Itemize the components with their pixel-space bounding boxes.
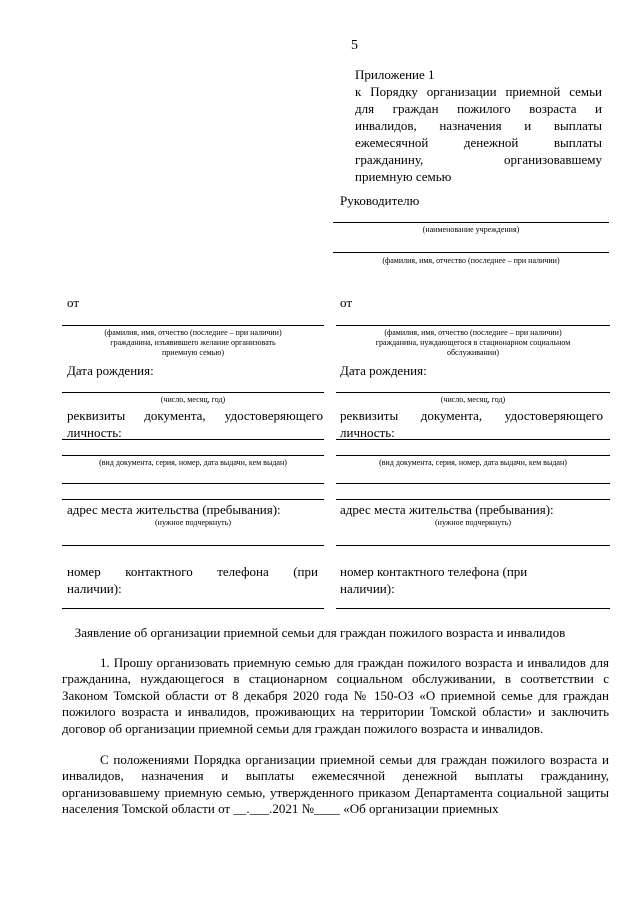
right-doc-line-1 [336, 439, 610, 440]
institution-hint: (наименование учреждения) [422, 225, 520, 234]
left-phone-label-2: наличии): [67, 581, 122, 596]
addressee-label: Руководителю [340, 193, 420, 208]
appendix-line: к Порядку организации приемной семьи [355, 84, 602, 99]
right-address-line [336, 545, 610, 546]
left-doc-line-3 [62, 483, 324, 484]
right-dob-label: Дата рождения: [340, 363, 427, 378]
right-address-hint: (нужное подчеркнуть) [435, 518, 511, 527]
head-fio-hint: (фамилия, имя, отчество (последнее – при наличии) [382, 256, 560, 265]
right-dob-hint: (число, месяц, год) [440, 395, 506, 404]
head-fio-line [333, 252, 609, 253]
right-from-label: от [340, 295, 353, 310]
statement-title: Заявление об организации приемной семьи для граждан пожилого возраста и инвалидов [74, 625, 566, 640]
left-from-line [62, 325, 324, 326]
appendix-line: приемную семью [355, 169, 452, 184]
appendix-line: инвалидов, назначения и выплаты [355, 118, 602, 133]
right-phone-label-2: наличии): [340, 581, 395, 596]
left-address-label: адрес места жительства (пребывания): [67, 502, 281, 517]
statement-paragraph-2: С положениями Порядка организации приемной семьи для граждан пожилого возраста и инвалидов, назначения и выплаты ежемесячной денежной выплаты гражданину, организовавшему приемную семью, утвержденного приказом Департамента социальной защиты населения Томской области от __.___.2021 №____ «Об организации приемных [62, 752, 609, 817]
appendix-line: гражданину, организовавшему [355, 152, 602, 167]
right-doc-label-2: личность: [340, 425, 395, 440]
left-doc-line-1 [62, 439, 324, 440]
right-doc-line-3 [336, 483, 610, 484]
left-dob-line [62, 392, 324, 393]
left-dob-hint: (число, месяц, год) [160, 395, 226, 404]
left-phone-line [62, 608, 324, 609]
left-address-hint: (нужное подчеркнуть) [155, 518, 231, 527]
left-from-label: от [67, 295, 80, 310]
appendix-line: для граждан пожилого возраста и [355, 101, 602, 116]
left-doc-hint: (вид документа, серия, номер, дата выдачи, кем выдан) [99, 458, 287, 467]
right-phone-label: номер контактного телефона (при [340, 564, 528, 579]
left-doc-label: реквизиты документа, удостоверяющего [67, 408, 323, 423]
right-from-hint: (фамилия, имя, отчество (последнее – при наличии) гражданина, нуждающегося в стационарном социальном обслуживании) [375, 328, 571, 357]
left-dob-label: Дата рождения: [67, 363, 154, 378]
right-doc-hint: (вид документа, серия, номер, дата выдачи, кем выдан) [379, 458, 567, 467]
statement-paragraph-1: 1. Прошу организовать приемную семью для граждан пожилого возраста и инвалидов для гражданина, нуждающегося в стационарном социальном обслуживании, в соответствии с Законом Томской области от 8 декабря 2020 года № 150-ОЗ «О приемной семье для граждан пожилого возраста и инвалидов, проживающих на территории Томской области» и заключить договор об организации приемной семьи для граждан пожилого возраста и инвалидов. [62, 655, 609, 736]
left-from-hint: (фамилия, имя, отчество (последнее – при наличии) гражданина, изъявившего желание организовать приемную семью) [104, 328, 282, 357]
left-address-top-line [62, 499, 324, 500]
right-doc-label: реквизиты документа, удостоверяющего [340, 408, 603, 423]
appendix-line: ежемесячной денежной выплаты [355, 135, 602, 150]
left-phone-label: номер контактного телефона (при [67, 564, 318, 579]
right-dob-line [336, 392, 610, 393]
appendix-title: Приложение 1 [355, 67, 435, 82]
institution-line [333, 222, 609, 223]
page-number: 5 [351, 38, 358, 53]
left-address-line [62, 545, 324, 546]
right-phone-line [336, 608, 610, 609]
right-doc-line-2 [336, 455, 610, 456]
appendix-header [355, 66, 602, 185]
right-from-line [336, 325, 610, 326]
left-doc-line-2 [62, 455, 324, 456]
right-address-label: адрес места жительства (пребывания): [340, 502, 554, 517]
left-doc-label-2: личность: [67, 425, 122, 440]
right-address-top-line [336, 499, 610, 500]
